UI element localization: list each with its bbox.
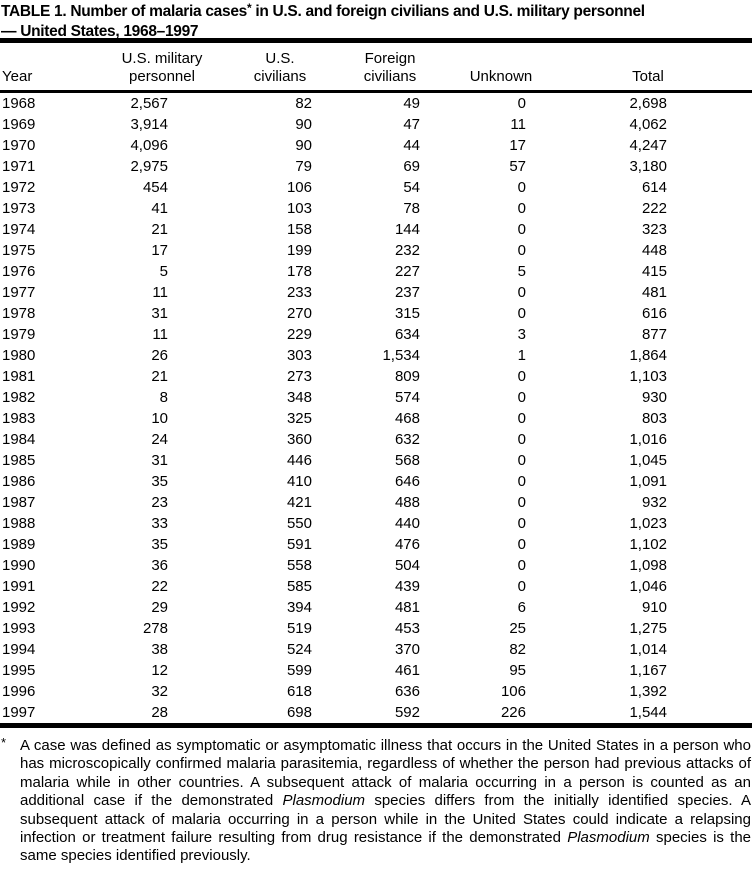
table-row — [0, 240, 752, 261]
column-header-total: Total — [560, 43, 752, 92]
unknown-cell: 0 — [517, 410, 526, 427]
footnote-marker: * — [1, 735, 7, 750]
header-military-line1: U.S. military — [121, 50, 203, 67]
column-header-us-military-personnel — [70, 43, 220, 92]
foreign-civilians-cell: 568 — [394, 452, 420, 469]
us-civilians-cell: 421 — [286, 494, 312, 511]
us-civilians-cell: 348 — [286, 389, 312, 406]
us-military-personnel-cell: 17 — [151, 242, 168, 259]
unknown-cell: 0 — [517, 95, 526, 112]
total-cell: 323 — [641, 221, 667, 238]
foreign-civilians-cell: 592 — [394, 704, 420, 721]
us-civilians-cell: 558 — [286, 557, 312, 574]
us-civilians-cell: 178 — [286, 263, 312, 280]
foreign-civilians-cell: 237 — [394, 284, 420, 301]
table-body — [0, 92, 752, 726]
us-civilians-cell: 394 — [286, 599, 312, 616]
total-cell: 910 — [641, 599, 667, 616]
total-cell: 1,544 — [629, 704, 667, 721]
year-cell: 1989 — [2, 536, 36, 553]
us-civilians-cell: 233 — [286, 284, 312, 301]
total-cell: 448 — [641, 242, 667, 259]
foreign-civilians-cell: 144 — [394, 221, 420, 238]
table-title-text: TABLE 1. Number of malaria cases — [1, 3, 247, 20]
table-title-text-continued: in U.S. and foreign civilians and U.S. military personnel — [251, 3, 645, 20]
us-civilians-cell: 273 — [286, 368, 312, 385]
us-military-personnel-cell: 22 — [151, 578, 168, 595]
us-military-personnel-cell: 33 — [151, 515, 168, 532]
footnote-text — [20, 737, 751, 864]
year-cell: 1973 — [2, 200, 36, 217]
table-row — [0, 471, 752, 492]
total-cell: 222 — [641, 200, 667, 217]
us-civilians-cell: 410 — [286, 473, 312, 490]
total-cell: 2,698 — [629, 95, 667, 112]
table-row — [0, 92, 752, 115]
table-row — [0, 576, 752, 597]
table-row — [0, 387, 752, 408]
total-cell: 614 — [641, 179, 667, 196]
us-civilians-cell: 270 — [286, 305, 312, 322]
footnote — [0, 737, 752, 866]
us-civilians-cell: 599 — [286, 662, 312, 679]
year-cell: 1971 — [2, 158, 36, 175]
us-military-personnel-cell: 21 — [151, 221, 168, 238]
malaria-cases-table — [0, 43, 752, 728]
us-military-personnel-cell: 29 — [151, 599, 168, 616]
unknown-cell: 0 — [517, 305, 526, 322]
us-civilians-cell: 360 — [286, 431, 312, 448]
foreign-civilians-cell: 476 — [394, 536, 420, 553]
total-cell: 4,062 — [629, 116, 667, 133]
us-civilians-cell: 103 — [286, 200, 312, 217]
footnote-species-italic: Plasmodium — [567, 829, 650, 847]
footnote-asterisk-marker: * — [246, 1, 252, 15]
year-cell: 1992 — [2, 599, 36, 616]
total-cell: 1,102 — [629, 536, 667, 553]
year-cell: 1993 — [2, 620, 36, 637]
year-cell: 1979 — [2, 326, 36, 343]
table-row — [0, 198, 752, 219]
year-cell: 1978 — [2, 305, 36, 322]
us-civilians-cell: 106 — [286, 179, 312, 196]
total-cell: 4,247 — [629, 137, 667, 154]
year-cell: 1995 — [2, 662, 36, 679]
table-row — [0, 534, 752, 555]
total-cell: 1,167 — [629, 662, 667, 679]
foreign-civilians-cell: 488 — [394, 494, 420, 511]
year-cell: 1977 — [2, 284, 36, 301]
us-civilians-cell: 446 — [286, 452, 312, 469]
total-cell: 930 — [641, 389, 667, 406]
foreign-civilians-cell: 315 — [394, 305, 420, 322]
us-civilians-cell: 82 — [295, 95, 312, 112]
table-header — [0, 43, 752, 92]
year-cell: 1997 — [2, 704, 36, 721]
column-header-us-civilians — [220, 43, 330, 92]
total-cell: 1,045 — [629, 452, 667, 469]
year-cell: 1976 — [2, 263, 36, 280]
year-cell: 1990 — [2, 557, 36, 574]
total-cell: 1,091 — [629, 473, 667, 490]
footnote-segment: species differs from the initially identified species. A subsequent attack of malaria occurring in a person while in the United States could indicate a relapsing infection or treatment failure resulting from drug resistance if the demonstrated — [20, 792, 751, 847]
us-military-personnel-cell: 454 — [142, 179, 168, 196]
unknown-cell: 82 — [509, 641, 526, 658]
table-row — [0, 114, 752, 135]
us-military-personnel-cell: 8 — [159, 389, 168, 406]
year-cell: 1975 — [2, 242, 36, 259]
foreign-civilians-cell: 1,534 — [382, 347, 420, 364]
foreign-civilians-cell: 54 — [403, 179, 420, 196]
us-military-personnel-cell: 41 — [151, 200, 168, 217]
unknown-cell: 0 — [517, 179, 526, 196]
foreign-civilians-cell: 232 — [394, 242, 420, 259]
total-cell: 616 — [641, 305, 667, 322]
us-civilians-cell: 698 — [286, 704, 312, 721]
foreign-civilians-cell: 78 — [403, 200, 420, 217]
year-cell: 1988 — [2, 515, 36, 532]
table-row — [0, 492, 752, 513]
us-military-personnel-cell: 35 — [151, 536, 168, 553]
year-cell: 1980 — [2, 347, 36, 364]
us-civilians-cell: 199 — [286, 242, 312, 259]
header-military-line2: personnel — [129, 68, 195, 85]
unknown-cell: 106 — [500, 683, 526, 700]
column-header-unknown: Unknown — [440, 43, 560, 92]
us-civilians-cell: 550 — [286, 515, 312, 532]
foreign-civilians-cell: 468 — [394, 410, 420, 427]
us-civilians-cell: 303 — [286, 347, 312, 364]
unknown-cell: 0 — [517, 515, 526, 532]
year-cell: 1991 — [2, 578, 36, 595]
total-cell: 1,864 — [629, 347, 667, 364]
total-cell: 3,180 — [629, 158, 667, 175]
foreign-civilians-cell: 481 — [394, 599, 420, 616]
total-cell: 1,103 — [629, 368, 667, 385]
table-row — [0, 219, 752, 240]
foreign-civilians-cell: 227 — [394, 263, 420, 280]
us-civilians-cell: 591 — [286, 536, 312, 553]
year-cell: 1982 — [2, 389, 36, 406]
us-civilians-cell: 585 — [286, 578, 312, 595]
unknown-cell: 0 — [517, 389, 526, 406]
total-cell: 932 — [641, 494, 667, 511]
table-row — [0, 261, 752, 282]
year-cell: 1968 — [2, 95, 36, 112]
total-cell: 1,392 — [629, 683, 667, 700]
foreign-civilians-cell: 636 — [394, 683, 420, 700]
table-row — [0, 555, 752, 576]
total-cell: 1,014 — [629, 641, 667, 658]
us-military-personnel-cell: 12 — [151, 662, 168, 679]
us-military-personnel-cell: 278 — [142, 620, 168, 637]
us-military-personnel-cell: 31 — [151, 305, 168, 322]
us-civilians-cell: 229 — [286, 326, 312, 343]
foreign-civilians-cell: 504 — [394, 557, 420, 574]
us-military-personnel-cell: 4,096 — [130, 137, 168, 154]
us-civilians-cell: 325 — [286, 410, 312, 427]
us-military-personnel-cell: 11 — [152, 326, 168, 343]
foreign-civilians-cell: 47 — [403, 116, 420, 133]
footnote-species-italic: Plasmodium — [282, 792, 366, 810]
year-cell: 1974 — [2, 221, 36, 238]
year-cell: 1985 — [2, 452, 36, 469]
us-military-personnel-cell: 28 — [151, 704, 168, 721]
us-military-personnel-cell: 38 — [151, 641, 168, 658]
unknown-cell: 1 — [517, 347, 526, 364]
unknown-cell: 0 — [517, 284, 526, 301]
footnote-segment: A case was defined as symptomatic or asymptomatic illness that occurs in the United States in a person who has microscopically confirmed malaria parasitemia, regardless of whether the person had previous attacks of malaria while in other countries. A subsequent attack of malaria occurring in a person is counted as an additional case if the demonstrated — [20, 737, 751, 810]
us-military-personnel-cell: 5 — [159, 263, 168, 280]
us-military-personnel-cell: 35 — [151, 473, 168, 490]
year-cell: 1996 — [2, 683, 36, 700]
us-military-personnel-cell: 2,567 — [130, 95, 168, 112]
us-military-personnel-cell: 10 — [151, 410, 168, 427]
total-cell: 1,023 — [629, 515, 667, 532]
us-military-personnel-cell: 26 — [151, 347, 168, 364]
unknown-cell: 5 — [517, 263, 526, 280]
table-row — [0, 282, 752, 303]
foreign-civilians-cell: 646 — [394, 473, 420, 490]
table-row — [0, 513, 752, 534]
us-military-personnel-cell: 24 — [151, 431, 168, 448]
header-us-civilians-line1: U.S. — [265, 50, 295, 67]
unknown-cell: 11 — [510, 116, 526, 133]
total-cell: 415 — [641, 263, 667, 280]
header-row — [0, 43, 752, 92]
table-row — [0, 366, 752, 387]
unknown-cell: 0 — [517, 494, 526, 511]
unknown-cell: 0 — [517, 578, 526, 595]
header-foreign-civilians-line1: Foreign — [364, 50, 416, 67]
total-cell: 1,046 — [629, 578, 667, 595]
total-cell: 1,016 — [629, 431, 667, 448]
us-civilians-cell: 524 — [286, 641, 312, 658]
column-header-year: Year — [0, 43, 70, 92]
foreign-civilians-cell: 632 — [394, 431, 420, 448]
unknown-cell: 6 — [517, 599, 526, 616]
table-row — [0, 156, 752, 177]
year-cell: 1984 — [2, 431, 36, 448]
year-cell: 1994 — [2, 641, 36, 658]
table-row — [0, 702, 752, 726]
foreign-civilians-cell: 574 — [394, 389, 420, 406]
unknown-cell: 0 — [517, 200, 526, 217]
foreign-civilians-cell: 49 — [403, 95, 420, 112]
us-military-personnel-cell: 32 — [151, 683, 168, 700]
unknown-cell: 0 — [517, 368, 526, 385]
total-cell: 481 — [641, 284, 667, 301]
total-cell: 1,098 — [629, 557, 667, 574]
us-military-personnel-cell: 23 — [151, 494, 168, 511]
year-cell: 1987 — [2, 494, 36, 511]
year-cell: 1986 — [2, 473, 36, 490]
us-civilians-cell: 618 — [286, 683, 312, 700]
foreign-civilians-cell: 439 — [394, 578, 420, 595]
table-row — [0, 639, 752, 660]
us-military-personnel-cell: 31 — [151, 452, 168, 469]
unknown-cell: 0 — [517, 557, 526, 574]
year-cell: 1972 — [2, 179, 36, 196]
foreign-civilians-cell: 634 — [394, 326, 420, 343]
foreign-civilians-cell: 809 — [394, 368, 420, 385]
total-cell: 1,275 — [629, 620, 667, 637]
table-row — [0, 429, 752, 450]
us-military-personnel-cell: 3,914 — [130, 116, 168, 133]
unknown-cell: 226 — [500, 704, 526, 721]
table-row — [0, 681, 752, 702]
total-cell: 803 — [641, 410, 667, 427]
year-cell: 1969 — [2, 116, 36, 133]
table-row — [0, 324, 752, 345]
unknown-cell: 0 — [517, 221, 526, 238]
us-civilians-cell: 519 — [286, 620, 312, 637]
table-row — [0, 597, 752, 618]
us-military-personnel-cell: 11 — [152, 284, 168, 301]
unknown-cell: 25 — [509, 620, 526, 637]
header-foreign-civilians-line2: civilians — [363, 68, 417, 85]
header-us-civilians-line2: civilians — [253, 68, 307, 85]
table-row — [0, 450, 752, 471]
foreign-civilians-cell: 69 — [403, 158, 420, 175]
foreign-civilians-cell: 370 — [394, 641, 420, 658]
us-civilians-cell: 79 — [295, 158, 312, 175]
us-military-personnel-cell: 21 — [151, 368, 168, 385]
footnote-segment: species is the same species identified previously. — [20, 829, 752, 865]
unknown-cell: 3 — [517, 326, 526, 343]
unknown-cell: 95 — [509, 662, 526, 679]
unknown-cell: 0 — [517, 242, 526, 259]
us-military-personnel-cell: 2,975 — [130, 158, 168, 175]
year-cell: 1983 — [2, 410, 36, 427]
table-row — [0, 618, 752, 639]
us-civilians-cell: 158 — [286, 221, 312, 238]
foreign-civilians-cell: 44 — [403, 137, 420, 154]
foreign-civilians-cell: 461 — [394, 662, 420, 679]
column-header-foreign-civilians — [330, 43, 440, 92]
total-cell: 877 — [641, 326, 667, 343]
foreign-civilians-cell: 440 — [394, 515, 420, 532]
unknown-cell: 0 — [517, 431, 526, 448]
table-title-line2: — United States, 1968–1997 — [1, 23, 199, 40]
year-cell: 1970 — [2, 137, 36, 154]
table-row — [0, 660, 752, 681]
table-title — [0, 0, 752, 38]
unknown-cell: 0 — [517, 452, 526, 469]
us-civilians-cell: 90 — [295, 116, 312, 133]
us-civilians-cell: 90 — [295, 137, 312, 154]
unknown-cell: 0 — [517, 473, 526, 490]
table-row — [0, 345, 752, 366]
table-row — [0, 177, 752, 198]
unknown-cell: 17 — [509, 137, 526, 154]
table-row — [0, 135, 752, 156]
year-cell: 1981 — [2, 368, 36, 385]
foreign-civilians-cell: 453 — [394, 620, 420, 637]
us-military-personnel-cell: 36 — [151, 557, 168, 574]
table-row — [0, 408, 752, 429]
unknown-cell: 0 — [517, 536, 526, 553]
table-row — [0, 303, 752, 324]
unknown-cell: 57 — [509, 158, 526, 175]
